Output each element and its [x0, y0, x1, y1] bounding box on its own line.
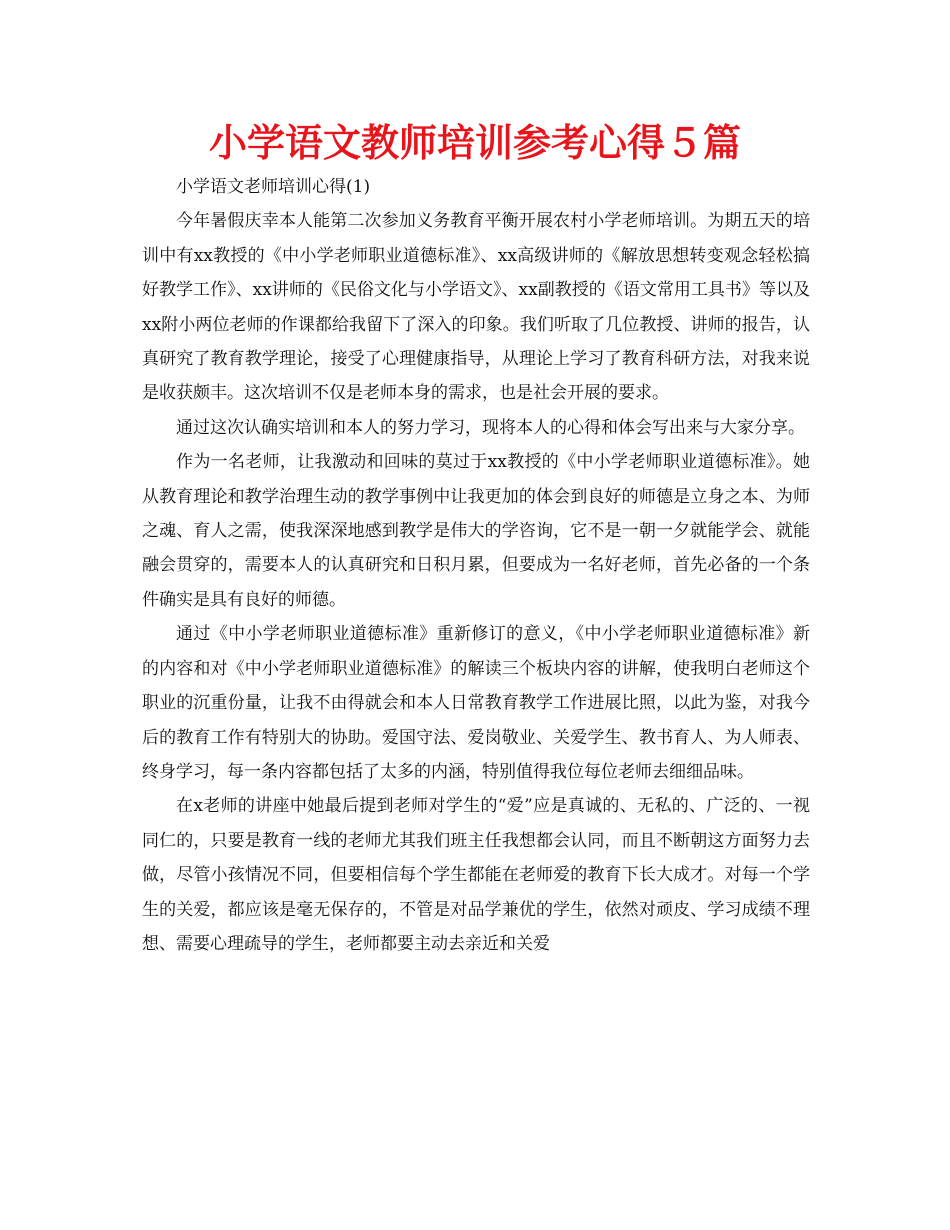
section-heading: 小学语文老师培训心得(1): [176, 177, 371, 197]
paragraph: 通过《中小学老师职业道德标准》重新修订的意义，《中小学老师职业道德标准》新的内容和对《中小学老师职业道德标准》的解读三个板块内容的讲解，使我明白老师这个职业的沉重份量，让我不由得就会和本人日常教育教学工作进展比照，以此为鉴，对我今后的教育工作有特别大的协助。爱国守法、爱岗敬业、关爱学生、教书育人、为人师表、终身学习，每一条内容都包括了太多的内涵，特别值得我位每位老师去细细品味。: [142, 624, 810, 782]
paragraph: 作为一名老师，让我激动和回味的莫过于xx教授的《中小学老师职业道德标准》。她从教育理论和教学治理生动的教学事例中让我更加的体会到良好的师德是立身之本、为师之魂、育人之需，使我深深地感到教学是伟大的学咨询，它不是一朝一夕就能学会、就能融会贯穿的，需要本人的认真研究和日积月累，但要成为一名好老师，首先必备的一个条件确实是具有良好的师德。: [142, 452, 810, 610]
paragraph: 在x老师的讲座中她最后提到老师对学生的“爱”应是真诚的、无私的、广泛的、一视同仁的，只要是教育一线的老师尤其我们班主任我想都会认同，而且不断朝这方面努力去做，尽管小孩情况不同，但要相信每个学生都能在老师爱的教育下长大成才。对每一个学生的关爱，都应该是毫无保存的，不管是对品学兼优的学生，依然对顽皮、学习成绩不理想、需要心理疏导的学生，老师都要主动去亲近和关爱: [142, 796, 810, 954]
paragraph: 通过这次认确实培训和本人的努力学习，现将本人的心得和体会写出来与大家分享。: [176, 417, 805, 438]
document-title: 小学语文教师培训参考心得５篇: [208, 121, 741, 165]
paragraph: 今年暑假庆幸本人能第二次参加义务教育平衡开展农村小学老师培训。为期五天的培训中有xx教授的《中小学老师职业道德标准》、xx高级讲师的《解放思想转变观念轻松搞好教学工作》、xx讲师的《民俗文化与小学语文》、xx副教授的《语文常用工具书》等以及xx附小两位老师的作课都给我留下了深入的印象。我们听取了几位教授、讲师的报告，认真研究了教育教学理论，接受了心理健康指导，从理论上学习了教育科研方法，对我来说是收获颇丰。这次培训不仅是老师本身的需求，也是社会开展的要求。: [142, 211, 810, 404]
document-body: [142, 170, 810, 961]
